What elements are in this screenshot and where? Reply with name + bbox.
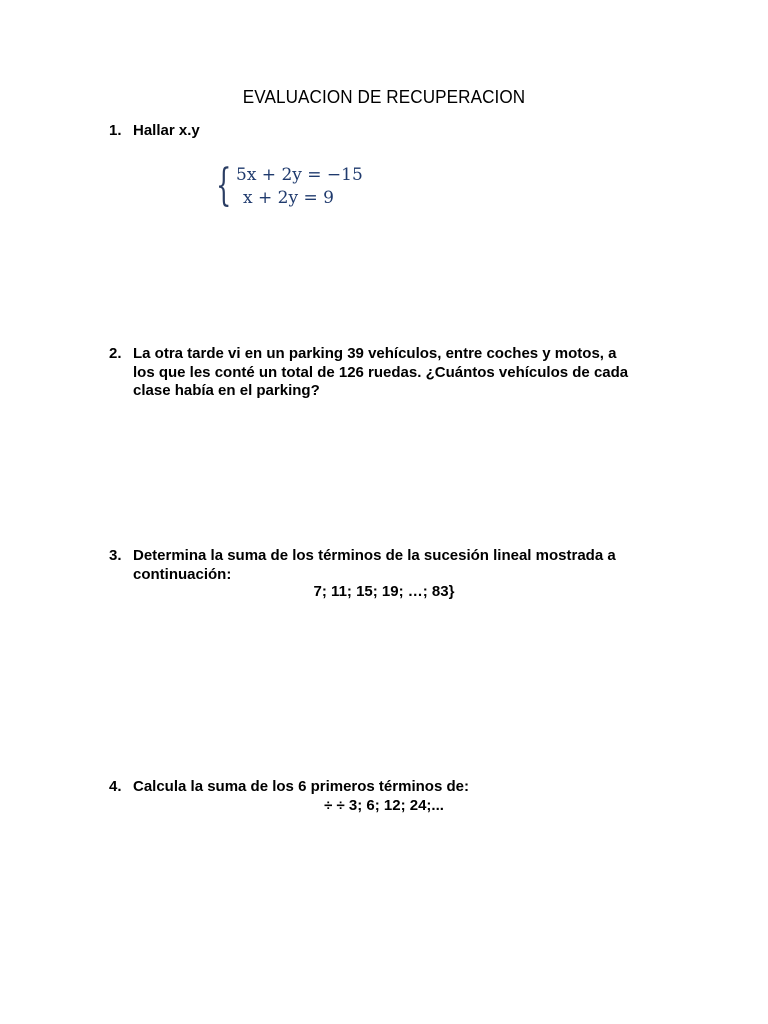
question-4-sequence: ÷ ÷ 3; 6; 12; 24;... [324,797,444,814]
question-3-line-2: continuación: [133,565,232,583]
page-title: EVALUACION DE RECUPERACION [242,87,526,107]
equation-1: 5x + 2y = −15 [236,165,363,185]
question-1-number: 1. [109,122,122,139]
question-2-line-2: los que les conté un total de 126 ruedas. ¿Cuántos vehículos de cada [133,363,629,381]
question-4 [109,778,669,797]
left-brace-icon: { [216,160,232,211]
question-4-line-1: Calcula la suma de los 6 primeros términos de: [133,778,469,795]
question-2-line-3: clase había en el parking? [133,382,320,399]
question-2 [109,345,669,401]
question-4-number: 4. [109,778,122,795]
question-3 [109,547,669,584]
question-2-line-1: La otra tarde vi en un parking 39 vehículos, entre coches y motos, a [133,345,617,362]
question-3-number: 3. [109,547,122,564]
question-2-number: 2. [109,345,122,362]
question-3-line-1: Determina la suma de los términos de la sucesión lineal mostrada a [133,547,616,564]
equation-2: x + 2y = 9 [243,188,334,208]
question-1 [109,122,669,141]
question-3-sequence: 7; 11; 15; 19; …; 83} [313,583,455,600]
question-1-text: Hallar x.y [133,122,200,139]
